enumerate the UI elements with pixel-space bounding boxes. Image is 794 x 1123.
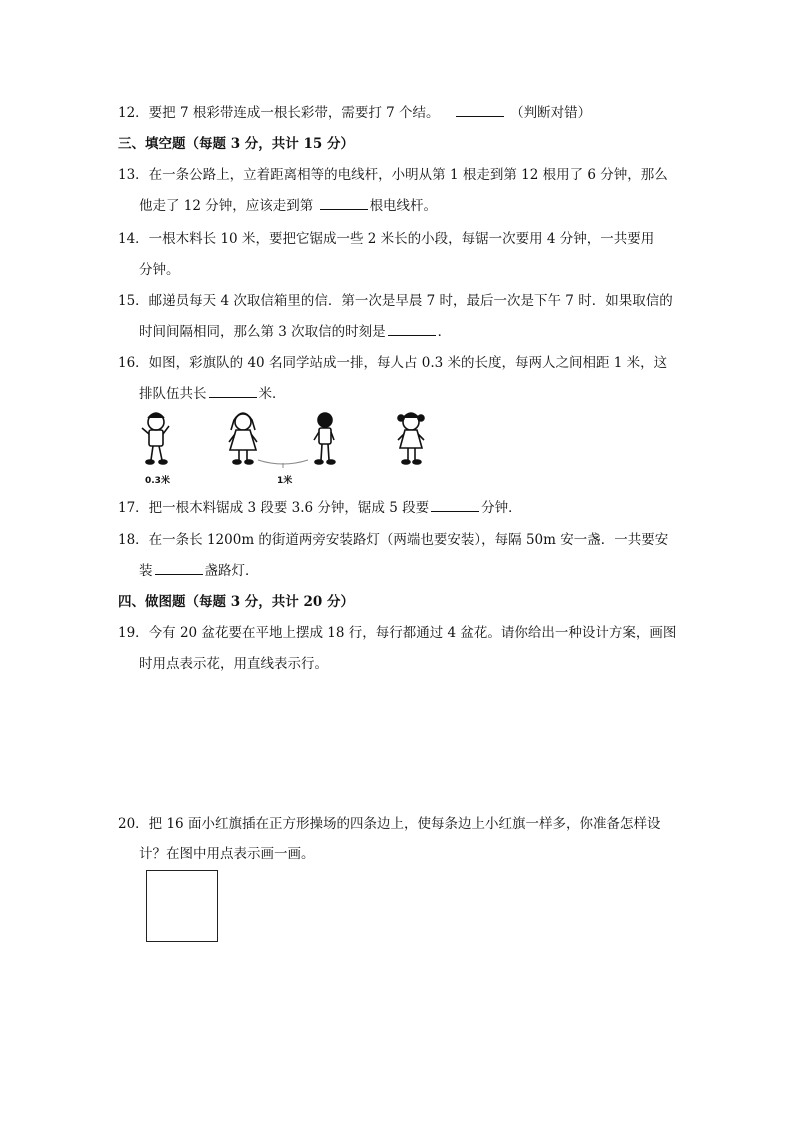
child-figure (398, 413, 424, 464)
question-20-line-1: 20．把 16 面小红旗插在正方形操场的四条边上，使每条边上小红旗一样多，你准备怎样设 (118, 816, 661, 832)
question-18-line-2: 装 盏路灯． (139, 563, 259, 579)
child-figure (229, 413, 257, 464)
answer-blank[interactable] (155, 562, 203, 575)
question-18-line-1: 18．在一条长 1200m 的街道两旁安装路灯（两端也要安装），每隔 50m 安一盏．一共要安 (118, 532, 669, 548)
question-15-line-2: 时间间隔相同，那么第 3 次取信的时刻是 ． (139, 324, 452, 340)
square-playground-drawing-area[interactable] (146, 870, 218, 942)
question-17: 17．把一根木料锯成 3 段要 3.6 分钟，锯成 5 段要 分钟． (118, 500, 522, 516)
answer-blank[interactable] (388, 323, 436, 336)
question-16-line-1: 16．如图，彩旗队的 40 名同学站成一排，每人占 0.3 米的长度，每两人之间相距 1 米，这 (118, 355, 668, 371)
question-14-line-1: 14．一根木料长 10 米，要把它锯成一些 2 米长的小段，每锯一次要用 4 分钟，一共要用 (118, 231, 655, 247)
section-3-heading: 三、填空题（每题 3 分，共计 15 分） (118, 136, 354, 152)
question-20-line-2: 计？在图中用点表示画一画。 (139, 846, 315, 862)
question-19-line-1: 19．今有 20 盆花要在平地上摆成 18 行，每行都通过 4 盆花。请你给出一种设计方案，画图 (118, 625, 677, 641)
question-13-line-1: 13．在一条公路上，立着距离相等的电线杆，小明从第 1 根走到第 12 根用了 6 分钟，那么 (118, 167, 668, 183)
answer-blank[interactable] (456, 104, 504, 117)
answer-blank[interactable] (209, 385, 257, 398)
question-16-line-2: 排队伍共长 米． (139, 386, 286, 402)
children-row-figure (138, 408, 438, 476)
answer-blank[interactable] (431, 499, 479, 512)
section-4-heading: 四、做图题（每题 3 分，共计 20 分） (118, 594, 354, 610)
question-14-line-2: 分钟。 (139, 262, 180, 278)
question-12: 12．要把 7 根彩带连成一根长彩带，需要打 7 个结。 （判断对错） (118, 105, 592, 121)
child-figure (142, 413, 169, 464)
question-19-line-2: 时用点表示花，用直线表示行。 (139, 656, 328, 672)
question-13-line-2: 他走了 12 分钟，应该走到第 根电线杆。 (139, 198, 438, 214)
label-1m: 1米 (277, 476, 293, 486)
child-figure (314, 413, 335, 464)
answer-blank[interactable] (320, 197, 368, 210)
label-0.3m: 0.3米 (145, 476, 170, 486)
question-15-line-1: 15．邮递员每天 4 次取信箱里的信．第一次是早晨 7 时，最后一次是下午 7 时．如果取信的 (118, 293, 673, 309)
